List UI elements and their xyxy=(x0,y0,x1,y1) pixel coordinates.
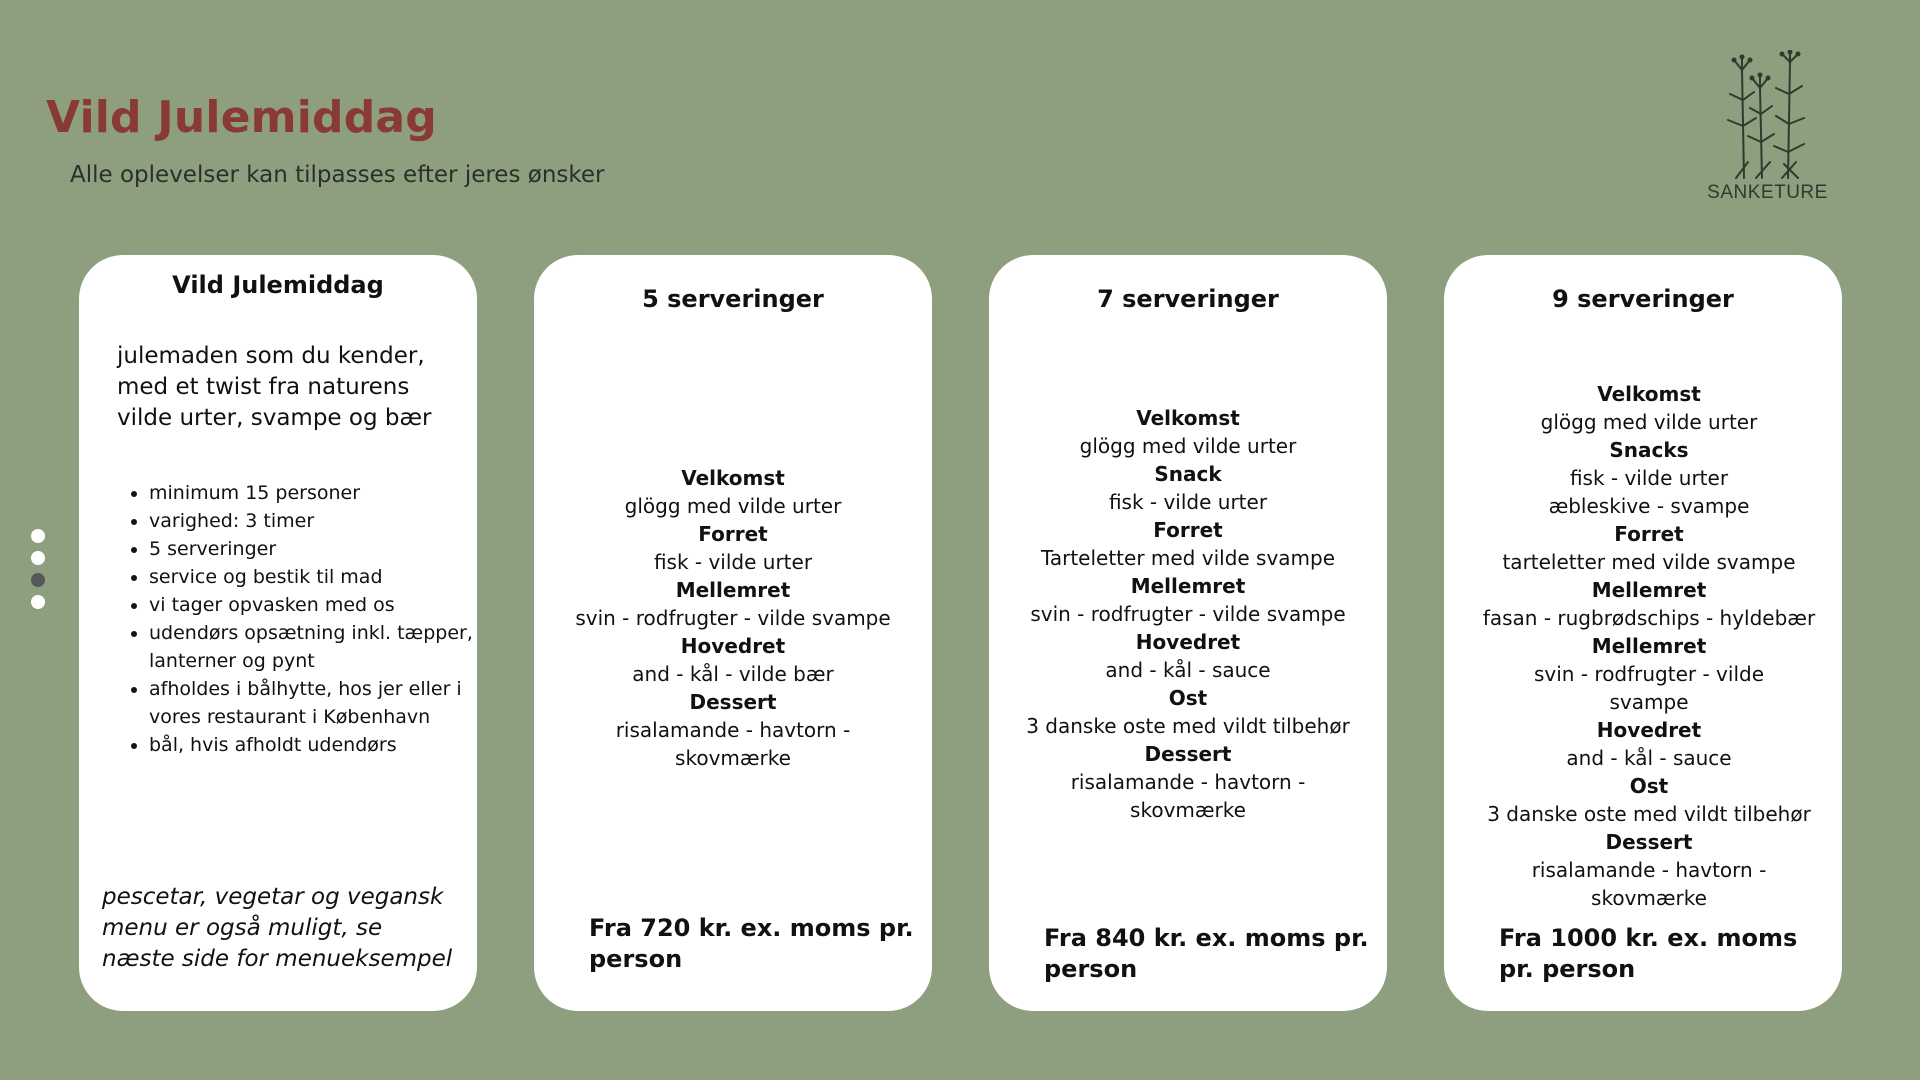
course-name: Hovedret xyxy=(1596,718,1702,742)
list-item: • udendørs opsætning inkl. tæpper, lanterner og pynt xyxy=(149,619,479,675)
course-dish: risalamande - havtorn - skovmærke xyxy=(1531,858,1767,910)
course-name: Velkomst xyxy=(1597,382,1701,406)
intro-description: julemaden som du kender, med et twist fra naturens vilde urter, svampe og bær xyxy=(117,343,432,431)
course-name: Dessert xyxy=(689,690,777,714)
course-name: Forret xyxy=(1153,518,1223,542)
brand-logo xyxy=(1700,50,1835,210)
course-name: Mellemret xyxy=(1591,634,1707,658)
course-name: Hovedret xyxy=(680,634,786,658)
course-dish: risalamande - havtorn - skovmærke xyxy=(1070,770,1306,822)
list-item: • varighed: 3 timer xyxy=(149,507,479,535)
card-title: 9 serveringer xyxy=(1552,285,1734,313)
course-dish: æbleskive - svampe xyxy=(1548,494,1750,518)
list-item: • vi tager opvasken med os xyxy=(149,591,479,619)
price-label: Fra 720 kr. ex. moms pr. person xyxy=(589,914,914,973)
course-name: Mellemret xyxy=(675,578,791,602)
menu-list xyxy=(989,404,1387,824)
course-dish: svin - rodfrugter - vilde svampe xyxy=(1030,602,1346,626)
list-item: • 5 serveringer xyxy=(149,535,479,563)
course-dish: fasan - rugbrødschips - hyldebær xyxy=(1482,606,1816,630)
price-label: Fra 840 kr. ex. moms pr. person xyxy=(1044,924,1369,983)
course-dish: 3 danske oste med vildt tilbehør xyxy=(1026,714,1350,738)
course-name: Snack xyxy=(1154,462,1222,486)
list-item: • afholdes i bålhytte, hos jer eller i vores restaurant i København xyxy=(149,675,479,731)
feature-list xyxy=(113,479,479,759)
course-dish: and - kål - sauce xyxy=(1566,746,1732,770)
pager-dot-4[interactable] xyxy=(31,595,45,609)
course-name: Dessert xyxy=(1144,742,1232,766)
course-dish: and - kål - vilde bær xyxy=(632,662,834,686)
course-dish: svin - rodfrugter - vilde svampe xyxy=(575,606,891,630)
intro-card xyxy=(79,255,477,1011)
course-dish: tarteletter med vilde svampe xyxy=(1502,550,1796,574)
course-name: Snacks xyxy=(1609,438,1689,462)
slide-pager xyxy=(31,529,47,617)
course-dish: fisk - vilde urter xyxy=(653,550,813,574)
course-name: Dessert xyxy=(1605,830,1693,854)
course-name: Forret xyxy=(1614,522,1684,546)
course-name: Mellemret xyxy=(1130,574,1246,598)
pager-dot-3[interactable] xyxy=(31,573,45,587)
list-item: • bål, hvis afholdt udendørs xyxy=(149,731,479,759)
menu-card-7 xyxy=(989,255,1387,1011)
course-dish: risalamande - havtorn - skovmærke xyxy=(615,718,851,770)
course-dish: 3 danske oste med vildt tilbehør xyxy=(1487,802,1811,826)
brand-name: SANKETURE xyxy=(1707,182,1828,203)
course-dish: and - kål - sauce xyxy=(1105,658,1271,682)
course-name: Velkomst xyxy=(1136,406,1240,430)
page-subtitle: Alle oplevelser kan tilpasses efter jeres ønsker xyxy=(70,162,605,188)
course-dish: glögg med vilde urter xyxy=(1540,410,1758,434)
menu-list xyxy=(534,464,932,772)
card-title: 5 serveringer xyxy=(642,285,824,313)
list-item: • service og bestik til mad xyxy=(149,563,479,591)
course-name: Ost xyxy=(1629,774,1669,798)
course-dish: glögg med vilde urter xyxy=(1079,434,1297,458)
pager-dot-2[interactable] xyxy=(31,551,45,565)
list-item: • minimum 15 personer xyxy=(149,479,479,507)
pager-dot-1[interactable] xyxy=(31,529,45,543)
course-dish: fisk - vilde urter xyxy=(1569,466,1729,490)
card-title: 7 serveringer xyxy=(1097,285,1279,313)
course-name: Ost xyxy=(1168,686,1208,710)
course-dish: fisk - vilde urter xyxy=(1108,490,1268,514)
page-title: Vild Julemiddag xyxy=(46,92,437,143)
course-name: Velkomst xyxy=(681,466,785,490)
menu-card-5 xyxy=(534,255,932,1011)
menu-list xyxy=(1456,380,1842,912)
price-label: Fra 1000 kr. ex. moms pr. person xyxy=(1499,924,1798,983)
course-name: Forret xyxy=(698,522,768,546)
diet-note: pescetar, vegetar og vegansk menu er også muligt, se næste side for menueksempel xyxy=(102,884,453,972)
herb-plant-icon xyxy=(1718,50,1818,182)
card-title: Vild Julemiddag xyxy=(172,271,384,299)
course-dish: Tarteletter med vilde svampe xyxy=(1040,546,1336,570)
course-dish: glögg med vilde urter xyxy=(624,494,842,518)
course-dish: svin - rodfrugter - vilde svampe xyxy=(1533,662,1765,714)
course-name: Hovedret xyxy=(1135,630,1241,654)
course-name: Mellemret xyxy=(1591,578,1707,602)
menu-card-9 xyxy=(1444,255,1842,1011)
